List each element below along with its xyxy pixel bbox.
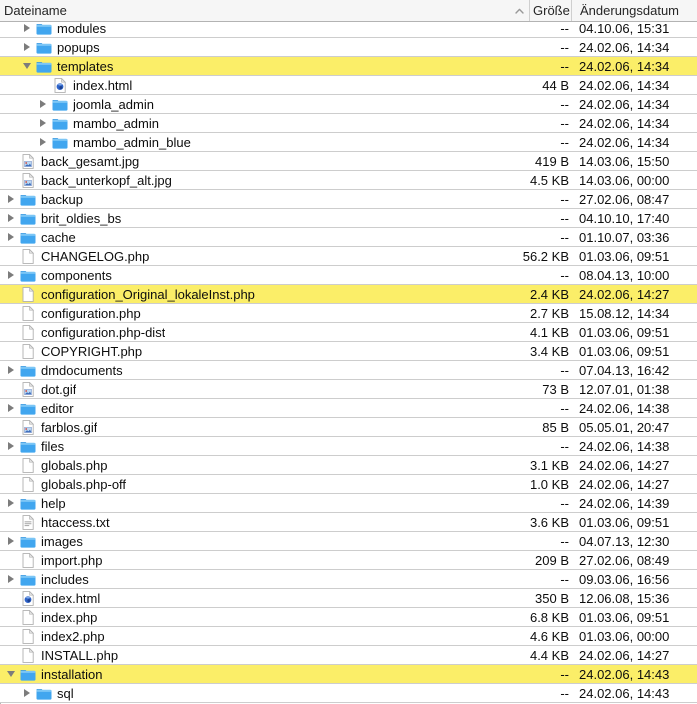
filename-cell [0,344,529,359]
file-size: -- [560,210,569,226]
file-row[interactable] [0,589,697,608]
filename-cell [0,534,529,549]
folder-icon [19,401,36,416]
file-size: 1.0 KB [529,476,569,492]
file-row[interactable] [0,551,697,570]
filename-label: images [41,533,83,549]
file-date: 04.10.10, 17:40 [579,210,670,226]
file-row[interactable] [0,437,697,456]
file-size: 4.6 KB [529,628,569,644]
folder-icon [35,59,52,74]
file-size: -- [560,229,569,245]
file-size: -- [560,134,569,150]
disclosure-triangle-right-icon[interactable] [4,497,17,510]
file-row[interactable] [0,684,697,703]
disclosure-spacer [36,79,49,92]
document-icon [19,249,36,264]
file-size: -- [560,438,569,454]
filename-cell [0,610,529,625]
image-file-icon [19,173,36,188]
filename-cell [0,40,529,55]
filename-label: installation [41,666,103,682]
filename-label: back_unterkopf_alt.jpg [41,172,172,188]
filename-cell [0,686,529,701]
file-date: 04.07.13, 12:30 [579,533,670,549]
filename-label: INSTALL.php [41,647,119,663]
file-date: 24.02.06, 14:38 [579,400,670,416]
disclosure-spacer [4,478,17,491]
filename-cell [0,135,529,150]
html-file-icon [51,78,68,93]
file-row[interactable] [0,228,697,247]
folder-icon [19,439,36,454]
document-icon [19,477,36,492]
folder-icon [19,496,36,511]
file-date: 24.02.06, 14:34 [579,58,670,74]
filename-cell [0,116,529,131]
filename-cell [0,249,529,264]
filename-cell [0,667,529,682]
file-date: 24.02.06, 14:34 [579,77,670,93]
disclosure-spacer [4,174,17,187]
filename-label: joomla_admin [73,96,154,112]
filename-cell [0,325,529,340]
file-date: 01.03.06, 09:51 [579,324,670,340]
filename-cell [0,268,529,283]
file-date: 24.02.06, 14:34 [579,134,670,150]
filename-cell [0,287,529,302]
disclosure-spacer [4,383,17,396]
file-date: 24.02.06, 14:27 [579,476,670,492]
filename-cell [0,78,529,93]
document-icon [19,458,36,473]
file-date: 24.02.06, 14:34 [579,115,670,131]
file-size: 4.1 KB [529,324,569,340]
folder-icon [35,22,52,36]
disclosure-spacer [4,592,17,605]
column-label-groesse: Größe [533,3,570,18]
file-row[interactable] [0,38,697,57]
file-size: -- [560,22,569,36]
disclosure-spacer [4,459,17,472]
file-size: -- [560,191,569,207]
folder-icon [19,572,36,587]
document-icon [19,610,36,625]
filename-label: cache [41,229,76,245]
list-header [0,0,697,22]
file-row[interactable] [0,209,697,228]
folder-icon [51,116,68,131]
file-size: -- [560,666,569,682]
column-label-dateiname: Dateiname [4,3,67,18]
file-size: -- [560,96,569,112]
document-icon [19,344,36,359]
filename-cell [0,477,529,492]
file-size: 6.8 KB [529,609,569,625]
filename-label: templates [57,58,114,74]
filename-label: farblos.gif [41,419,98,435]
disclosure-triangle-right-icon[interactable] [20,41,33,54]
image-file-icon [19,154,36,169]
disclosure-triangle-right-icon[interactable] [4,402,17,415]
disclosure-spacer [4,155,17,168]
disclosure-triangle-right-icon[interactable] [36,136,49,149]
filename-label: modules [57,22,107,36]
disclosure-spacer [4,611,17,624]
file-row[interactable] [0,171,697,190]
file-row[interactable] [0,304,697,323]
file-row[interactable] [0,22,697,38]
file-date: 12.07.01, 01:38 [579,381,670,397]
file-row[interactable] [0,665,697,684]
file-size: -- [560,58,569,74]
file-date: 24.02.06, 14:43 [579,666,670,682]
file-date: 04.10.06, 15:31 [579,22,670,36]
file-row[interactable] [0,608,697,627]
file-row[interactable] [0,361,697,380]
filename-label: globals.php [41,457,108,473]
disclosure-triangle-right-icon[interactable] [36,117,49,130]
file-size: -- [560,362,569,378]
file-date: 24.02.06, 14:34 [579,39,670,55]
file-size: -- [560,39,569,55]
disclosure-triangle-right-icon[interactable] [4,364,17,377]
file-size: 3.4 KB [529,343,569,359]
filename-cell [0,458,529,473]
file-row[interactable] [0,285,697,304]
file-date: 01.03.06, 09:51 [579,609,670,625]
folder-icon [19,534,36,549]
file-size: 85 B [542,419,569,435]
file-date: 27.02.06, 08:49 [579,552,670,568]
disclosure-triangle-right-icon[interactable] [20,687,33,700]
disclosure-triangle-right-icon[interactable] [4,440,17,453]
file-size: -- [560,495,569,511]
file-row[interactable] [0,133,697,152]
disclosure-spacer [4,421,17,434]
file-row[interactable] [0,570,697,589]
file-size: 2.7 KB [529,305,569,321]
filename-cell [0,553,529,568]
filename-label: components [41,267,112,283]
filename-cell [0,420,529,435]
filename-label: configuration.php-dist [41,324,166,340]
disclosure-spacer [4,326,17,339]
disclosure-spacer [4,307,17,320]
filename-label: help [41,495,66,511]
file-size: -- [560,571,569,587]
filename-cell [0,192,529,207]
document-icon [19,287,36,302]
disclosure-triangle-right-icon[interactable] [4,535,17,548]
file-date: 08.04.13, 10:00 [579,267,670,283]
document-icon [19,629,36,644]
file-row[interactable] [0,247,697,266]
disclosure-spacer [4,554,17,567]
image-file-icon [19,382,36,397]
disclosure-triangle-right-icon[interactable] [4,573,17,586]
disclosure-spacer [4,630,17,643]
filename-cell [0,496,529,511]
disclosure-spacer [4,345,17,358]
document-icon [19,306,36,321]
file-date: 24.02.06, 14:43 [579,685,670,701]
file-date: 01.03.06, 09:51 [579,514,670,530]
filename-label: configuration_Original_lokaleInst.php [41,286,255,302]
column-header-aenderungsdatum[interactable] [571,0,697,21]
filename-label: sql [57,685,74,701]
file-date: 14.03.06, 00:00 [579,172,670,188]
filename-cell [0,363,529,378]
html-file-icon [19,591,36,606]
file-size: 209 B [535,552,569,568]
file-row[interactable] [0,114,697,133]
file-row[interactable] [0,627,697,646]
filename-label: COPYRIGHT.php [41,343,143,359]
file-size: 3.1 KB [529,457,569,473]
file-date: 01.03.06, 09:51 [579,343,670,359]
disclosure-triangle-down-icon[interactable] [4,668,17,681]
filename-cell [0,401,529,416]
text-file-icon [19,515,36,530]
file-size: 44 B [542,77,569,93]
file-size: -- [560,685,569,701]
column-label-aenderungsdatum: Änderungsdatum [580,3,680,18]
filename-cell [0,439,529,454]
filename-label: popups [57,39,100,55]
folder-icon [35,686,52,701]
filename-cell [0,306,529,321]
file-size: 2.4 KB [529,286,569,302]
file-row[interactable] [0,152,697,171]
file-date: 09.03.06, 16:56 [579,571,670,587]
file-row[interactable] [0,456,697,475]
filename-label: index.php [41,609,98,625]
disclosure-spacer [4,288,17,301]
file-date: 07.04.13, 16:42 [579,362,670,378]
file-row[interactable] [0,646,697,665]
file-date: 01.03.06, 00:00 [579,628,670,644]
file-row[interactable] [0,380,697,399]
folder-icon [51,135,68,150]
filename-label: configuration.php [41,305,141,321]
file-row[interactable] [0,342,697,361]
filename-cell [0,59,529,74]
filename-cell [0,648,529,663]
disclosure-triangle-down-icon[interactable] [20,60,33,73]
file-date: 24.02.06, 14:27 [579,647,670,663]
document-icon [19,553,36,568]
file-size: 4.5 KB [529,172,569,188]
file-row[interactable] [0,475,697,494]
file-row[interactable] [0,76,697,95]
file-list [0,22,697,704]
file-date: 05.05.01, 20:47 [579,419,670,435]
file-date: 24.02.06, 14:38 [579,438,670,454]
filename-label: mambo_admin [73,115,159,131]
file-date: 24.02.06, 14:34 [579,96,670,112]
filename-cell [0,382,529,397]
file-row[interactable] [0,266,697,285]
filename-label: index2.php [41,628,105,644]
file-row[interactable] [0,399,697,418]
filename-label: dot.gif [41,381,77,397]
image-file-icon [19,420,36,435]
file-size: -- [560,533,569,549]
filename-cell [0,173,529,188]
disclosure-triangle-right-icon[interactable] [4,212,17,225]
filename-cell [0,154,529,169]
column-header-groesse[interactable] [529,0,571,21]
file-date: 14.03.06, 15:50 [579,153,670,169]
disclosure-triangle-right-icon[interactable] [36,98,49,111]
filename-cell [0,97,529,112]
file-size: -- [560,400,569,416]
document-icon [19,325,36,340]
filename-label: back_gesamt.jpg [41,153,140,169]
file-size: -- [560,115,569,131]
file-row[interactable] [0,190,697,209]
folder-icon [19,667,36,682]
folder-icon [19,192,36,207]
disclosure-spacer [4,649,17,662]
file-row[interactable] [0,418,697,437]
filename-cell [0,211,529,226]
folder-icon [35,40,52,55]
file-date: 15.08.12, 14:34 [579,305,670,321]
file-size: 3.6 KB [529,514,569,530]
folder-icon [51,97,68,112]
filename-label: includes [41,571,89,587]
filename-cell [0,230,529,245]
file-row[interactable] [0,57,697,76]
filename-label: import.php [41,552,103,568]
filename-label: dmdocuments [41,362,123,378]
filename-cell [0,572,529,587]
filename-cell [0,515,529,530]
filename-label: files [41,438,65,454]
filename-label: htaccess.txt [41,514,110,530]
file-date: 12.06.08, 15:36 [579,590,670,606]
filename-label: CHANGELOG.php [41,248,150,264]
file-size: 56.2 KB [522,248,569,264]
disclosure-triangle-right-icon[interactable] [20,22,33,35]
file-size: 73 B [542,381,569,397]
filename-cell [0,591,529,606]
file-size: 350 B [535,590,569,606]
filename-label: brit_oldies_bs [41,210,122,226]
file-date: 24.02.06, 14:27 [579,286,670,302]
file-size: 4.4 KB [529,647,569,663]
file-date: 24.02.06, 14:39 [579,495,670,511]
file-row[interactable] [0,494,697,513]
filename-label: mambo_admin_blue [73,134,191,150]
file-size: 419 B [535,153,569,169]
folder-icon [19,268,36,283]
filename-label: backup [41,191,83,207]
file-date: 27.02.06, 08:47 [579,191,670,207]
filename-label: editor [41,400,74,416]
filename-cell [0,22,529,36]
disclosure-triangle-right-icon[interactable] [4,193,17,206]
file-date: 01.10.07, 03:36 [579,229,670,245]
folder-icon [19,363,36,378]
disclosure-triangle-right-icon[interactable] [4,231,17,244]
folder-icon [19,211,36,226]
document-icon [19,648,36,663]
filename-label: globals.php-off [41,476,127,492]
file-row[interactable] [0,513,697,532]
file-date: 01.03.06, 09:51 [579,248,670,264]
file-size: -- [560,267,569,283]
file-row[interactable] [0,323,697,342]
disclosure-triangle-right-icon[interactable] [4,269,17,282]
file-row[interactable] [0,95,697,114]
chevron-up-icon [515,8,524,14]
file-date: 24.02.06, 14:27 [579,457,670,473]
file-row[interactable] [0,532,697,551]
filename-label: index.html [41,590,101,606]
disclosure-spacer [4,516,17,529]
filename-cell [0,629,529,644]
folder-icon [19,230,36,245]
disclosure-spacer [4,250,17,263]
column-header-dateiname[interactable] [0,0,529,21]
filename-label: index.html [73,77,133,93]
